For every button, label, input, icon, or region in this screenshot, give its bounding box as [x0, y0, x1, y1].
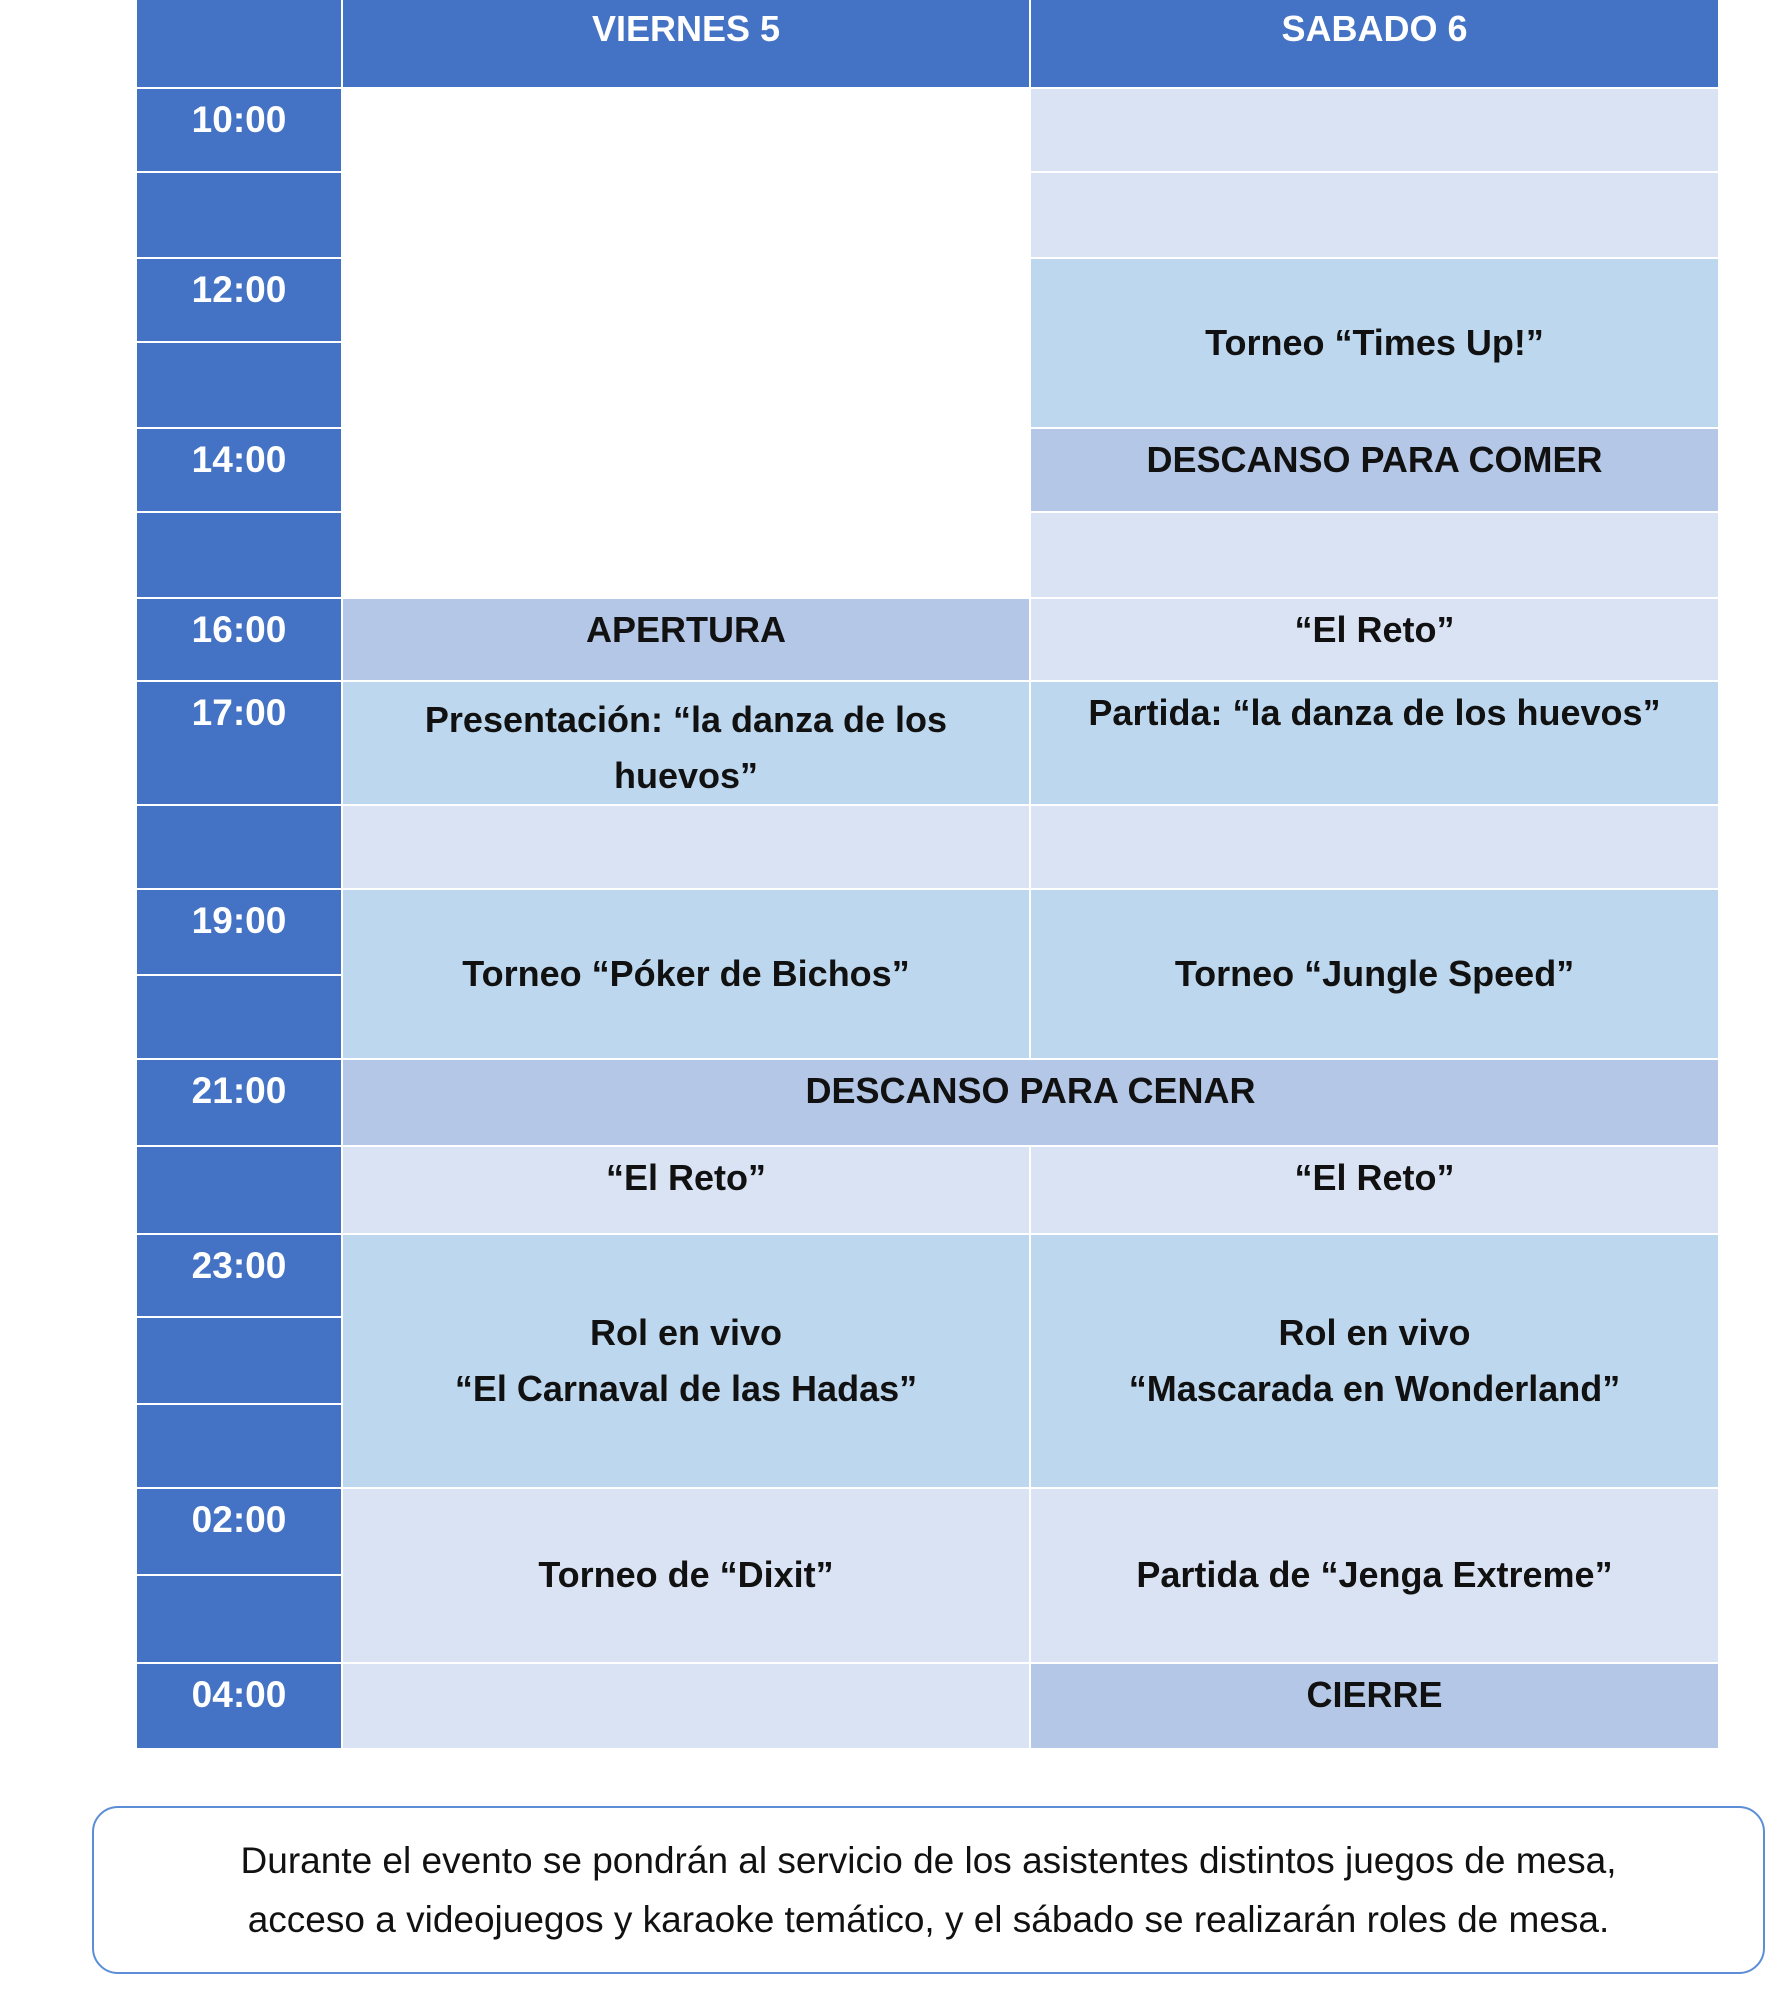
- friday-event-poker-bichos: Torneo “Póker de Bichos”: [343, 890, 1031, 1060]
- time-label: 19:00: [137, 890, 343, 976]
- time-label: 16:00: [137, 599, 343, 682]
- time-label-blank: [137, 1576, 343, 1664]
- friday-event-el-reto: “El Reto”: [343, 1147, 1031, 1235]
- saturday-event-rol-en-vivo: [1031, 1235, 1720, 1489]
- info-note-box: [92, 1806, 1765, 1974]
- table-row: [137, 1235, 1720, 1318]
- time-label-blank: [137, 343, 343, 429]
- saturday-event-times-up: Torneo “Times Up!”: [1031, 259, 1720, 429]
- note-line-1: Durante el evento se pondrán al servicio de los asistentes distintos juegos de mesa,: [240, 1839, 1617, 1881]
- header-corner-cell: [137, 0, 343, 89]
- saturday-rol-title: Rol en vivo: [1278, 1311, 1471, 1353]
- time-label: 21:00: [137, 1060, 343, 1147]
- table-row: [137, 1060, 1720, 1147]
- friday-event-dixit: Torneo de “Dixit”: [343, 1489, 1031, 1664]
- friday-rol-name: “El Carnaval de las Hadas”: [454, 1367, 918, 1409]
- friday-event-apertura: APERTURA: [343, 599, 1031, 682]
- table-row: [137, 890, 1720, 976]
- saturday-event-jenga: Partida de “Jenga Extreme”: [1031, 1489, 1720, 1664]
- saturday-event-jungle-speed: Torneo “Jungle Speed”: [1031, 890, 1720, 1060]
- saturday-slot-empty: [1031, 173, 1720, 259]
- time-label-blank: [137, 173, 343, 259]
- time-label: 17:00: [137, 682, 343, 806]
- friday-rol-title: Rol en vivo: [589, 1311, 783, 1353]
- table-row: [137, 599, 1720, 682]
- note-line-2: acceso a videojuegos y karaoke temático, y el sábado se realizarán roles de mesa.: [247, 1899, 1610, 1940]
- header-day-viernes: VIERNES 5: [343, 0, 1031, 89]
- time-label-blank: [137, 513, 343, 599]
- friday-slot-empty: [343, 806, 1031, 890]
- friday-event-rol-en-vivo: [343, 1235, 1031, 1489]
- table-row: [137, 806, 1720, 890]
- time-label: 23:00: [137, 1235, 343, 1318]
- saturday-slot-empty: [1031, 513, 1720, 599]
- saturday-event-partida-danza: Partida: “la danza de los huevos”: [1031, 682, 1720, 806]
- time-label-blank: [137, 1147, 343, 1235]
- time-label: 10:00: [137, 89, 343, 173]
- saturday-event-el-reto: “El Reto”: [1031, 599, 1720, 682]
- time-label-blank: [137, 1405, 343, 1489]
- time-label: 04:00: [137, 1664, 343, 1750]
- table-row: [137, 89, 1720, 173]
- time-label-blank: [137, 976, 343, 1060]
- friday-event-presentacion: Presentación: “la danza de los huevos”: [343, 682, 1031, 806]
- friday-slot-empty: [343, 1664, 1031, 1750]
- table-row: [137, 1489, 1720, 1576]
- table-row: [137, 682, 1720, 806]
- saturday-slot-empty: [1031, 806, 1720, 890]
- time-label: 12:00: [137, 259, 343, 343]
- saturday-rol-name: “Mascarada en Wonderland”: [1128, 1367, 1621, 1409]
- table-row: [137, 1664, 1720, 1750]
- time-label: 14:00: [137, 429, 343, 513]
- header-row: [137, 0, 1720, 89]
- friday-empty-block: [343, 89, 1031, 599]
- header-day-sabado: SABADO 6: [1031, 0, 1720, 89]
- saturday-slot-empty: [1031, 89, 1720, 173]
- time-label-blank: [137, 1318, 343, 1405]
- shared-event-descanso-cenar: DESCANSO PARA CENAR: [343, 1060, 1720, 1147]
- time-label-blank: [137, 806, 343, 890]
- saturday-event-el-reto-night: “El Reto”: [1031, 1147, 1720, 1235]
- time-label: 02:00: [137, 1489, 343, 1576]
- saturday-event-descanso-comer: DESCANSO PARA COMER: [1031, 429, 1720, 513]
- table-row: [137, 1147, 1720, 1235]
- schedule-table: [137, 0, 1720, 1750]
- saturday-event-cierre: CIERRE: [1031, 1664, 1720, 1750]
